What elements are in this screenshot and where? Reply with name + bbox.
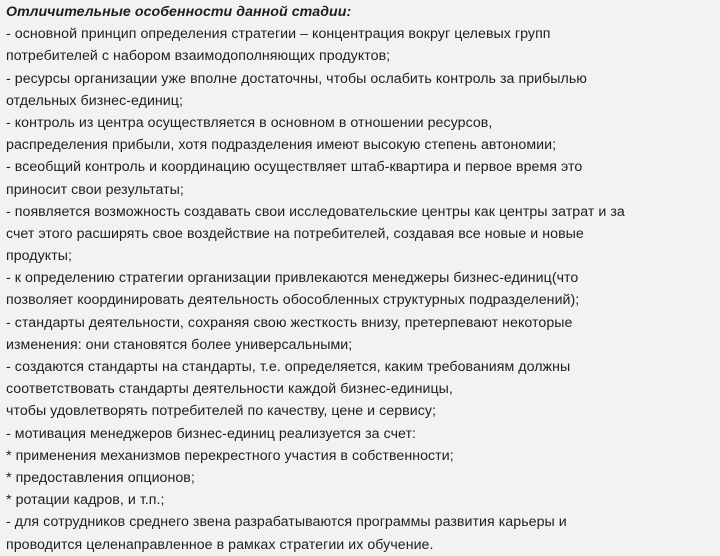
text-line: потребителей с набором взаимодополняющих продуктов; bbox=[6, 48, 391, 65]
heading: Отличительные особенности данной стадии: bbox=[6, 4, 352, 20]
text-line: соответствовать стандарты деятельности каждой бизнес-единицы, bbox=[6, 381, 453, 398]
text-line: - появляется возможность создавать свои исследовательские центры как центры затрат и за bbox=[6, 203, 625, 220]
text-line: позволяет координировать деятельность обособленных структурных подразделений); bbox=[6, 292, 580, 309]
text-line: распределения прибыли, хотя подразделения имеют высокую степень автономии; bbox=[6, 137, 557, 154]
text-line: отдельных бизнес-единиц; bbox=[6, 92, 183, 109]
text-line: * ротации кадров, и т.п.; bbox=[6, 492, 165, 509]
text-line: приносит свои результаты; bbox=[6, 181, 184, 198]
text-line: изменения: они становятся более универсальными; bbox=[6, 336, 353, 353]
text-line: * предоставления опционов; bbox=[6, 469, 195, 486]
text-line: - создаются стандарты на стандарты, т.е. определяется, каким требованиям должны bbox=[6, 359, 571, 375]
text-line: - стандарты деятельности, сохраняя свою жесткость внизу, претерпевают некоторые bbox=[6, 314, 573, 331]
text-line: - контроль из центра осуществляется в основном в отношении ресурсов, bbox=[6, 114, 493, 131]
text-line: * применения механизмов перекрестного участия в собственности; bbox=[6, 447, 454, 464]
text-line: продукты; bbox=[6, 248, 72, 265]
text-line: - мотивация менеджеров бизнес-единиц реализуется за счет: bbox=[6, 425, 417, 442]
text-line: - к определению стратегии организации привлекаются менеджеры бизнес-единиц(что bbox=[6, 270, 579, 287]
text-line: - ресурсы организации уже вполне достаточны, чтобы ослабить контроль за прибылью bbox=[6, 70, 587, 87]
text-line: счет этого расширять свое воздействие на потребителей, создавая все новые и новые bbox=[6, 225, 584, 242]
text-line: - всеобщий контроль и координацию осуществляет штаб-квартира и первое время это bbox=[6, 159, 583, 176]
text-line: чтобы удовлетворять потребителей по качеству, цене и сервису; bbox=[6, 403, 436, 420]
text-line: - основной принцип определения стратегии – концентрация вокруг целевых групп bbox=[6, 26, 551, 43]
text-line: - для сотрудников среднего звена разрабатываются программы развития карьеры и bbox=[6, 514, 567, 531]
text-line: проводится целенаправленное в рамках стратегии их обучение. bbox=[6, 536, 434, 553]
text-block bbox=[6, 1, 718, 556]
